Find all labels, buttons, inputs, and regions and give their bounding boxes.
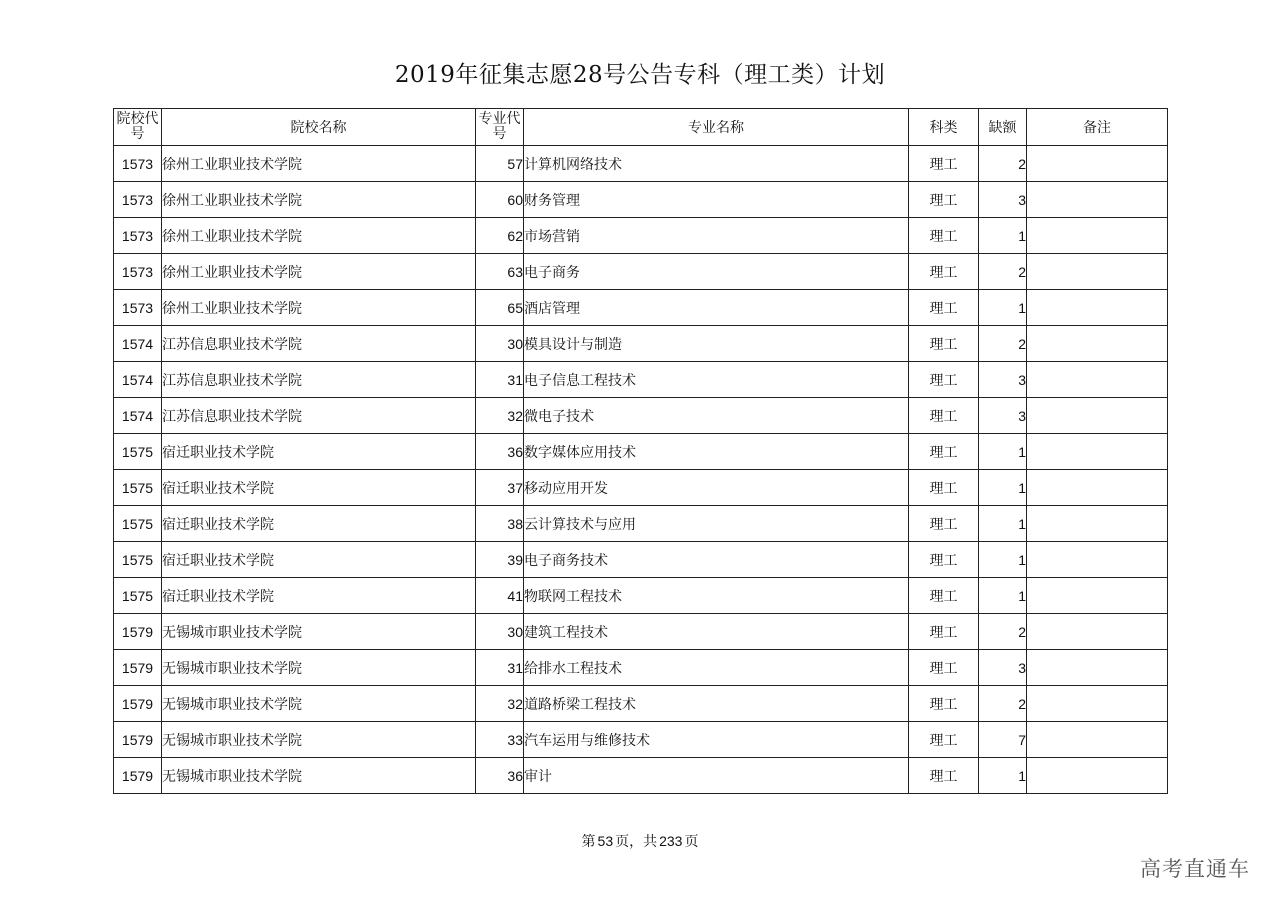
- cell-school-code: 1575: [114, 470, 162, 506]
- cell-school-name: 徐州工业职业技术学院: [162, 182, 476, 218]
- cell-quota: 1: [979, 434, 1027, 470]
- cell-major-code: 38: [476, 506, 524, 542]
- cell-major-name: 财务管理: [524, 182, 909, 218]
- table-row: [114, 326, 1168, 362]
- cell-school-code: 1573: [114, 146, 162, 182]
- cell-category: 理工: [909, 542, 979, 578]
- cell-major-code: 39: [476, 542, 524, 578]
- cell-note: [1027, 398, 1168, 434]
- footer-total-pages: 233: [659, 833, 683, 849]
- table-row: [114, 686, 1168, 722]
- cell-category: 理工: [909, 290, 979, 326]
- cell-category: 理工: [909, 362, 979, 398]
- cell-major-code: 30: [476, 614, 524, 650]
- cell-note: [1027, 470, 1168, 506]
- cell-category: 理工: [909, 758, 979, 794]
- cell-major-code: 33: [476, 722, 524, 758]
- table-row: [114, 578, 1168, 614]
- table-row: [114, 722, 1168, 758]
- header-school-name: 院校名称: [162, 109, 476, 146]
- cell-major-name: 道路桥梁工程技术: [524, 686, 909, 722]
- cell-quota: 3: [979, 398, 1027, 434]
- cell-school-name: 宿迁职业技术学院: [162, 506, 476, 542]
- cell-major-code: 30: [476, 326, 524, 362]
- table-row: [114, 650, 1168, 686]
- cell-major-code: 41: [476, 578, 524, 614]
- cell-major-name: 建筑工程技术: [524, 614, 909, 650]
- cell-school-name: 宿迁职业技术学院: [162, 434, 476, 470]
- cell-category: 理工: [909, 686, 979, 722]
- cell-school-name: 江苏信息职业技术学院: [162, 362, 476, 398]
- cell-major-code: 36: [476, 434, 524, 470]
- footer-prefix: 第: [581, 834, 596, 850]
- cell-major-name: 给排水工程技术: [524, 650, 909, 686]
- cell-note: [1027, 758, 1168, 794]
- cell-quota: 1: [979, 542, 1027, 578]
- cell-category: 理工: [909, 326, 979, 362]
- cell-major-name: 移动应用开发: [524, 470, 909, 506]
- cell-school-name: 宿迁职业技术学院: [162, 578, 476, 614]
- cell-category: 理工: [909, 614, 979, 650]
- cell-note: [1027, 686, 1168, 722]
- cell-major-name: 酒店管理: [524, 290, 909, 326]
- cell-school-code: 1573: [114, 290, 162, 326]
- cell-school-name: 徐州工业职业技术学院: [162, 218, 476, 254]
- cell-note: [1027, 146, 1168, 182]
- cell-category: 理工: [909, 182, 979, 218]
- header-note: 备注: [1027, 109, 1168, 146]
- cell-major-code: 65: [476, 290, 524, 326]
- cell-note: [1027, 722, 1168, 758]
- table-header-row: [114, 109, 1168, 146]
- cell-quota: 3: [979, 362, 1027, 398]
- cell-major-name: 计算机网络技术: [524, 146, 909, 182]
- footer-page-number: 53: [597, 833, 614, 849]
- table-row: [114, 254, 1168, 290]
- cell-note: [1027, 506, 1168, 542]
- cell-category: 理工: [909, 722, 979, 758]
- cell-school-name: 徐州工业职业技术学院: [162, 254, 476, 290]
- cell-quota: 3: [979, 650, 1027, 686]
- cell-major-code: 32: [476, 686, 524, 722]
- cell-quota: 3: [979, 182, 1027, 218]
- cell-quota: 2: [979, 146, 1027, 182]
- cell-school-name: 无锡城市职业技术学院: [162, 650, 476, 686]
- cell-quota: 2: [979, 326, 1027, 362]
- cell-quota: 7: [979, 722, 1027, 758]
- page-title: 2019年征集志愿28号公告专科（理工类）计划: [394, 62, 886, 88]
- cell-school-code: 1575: [114, 506, 162, 542]
- cell-school-code: 1579: [114, 758, 162, 794]
- table-row: [114, 470, 1168, 506]
- cell-note: [1027, 362, 1168, 398]
- cell-school-name: 宿迁职业技术学院: [162, 542, 476, 578]
- cell-major-name: 电子商务技术: [524, 542, 909, 578]
- header-quota: 缺额: [979, 109, 1027, 146]
- cell-school-code: 1575: [114, 542, 162, 578]
- table-row: [114, 542, 1168, 578]
- cell-school-name: 无锡城市职业技术学院: [162, 758, 476, 794]
- table-row: [114, 506, 1168, 542]
- cell-category: 理工: [909, 506, 979, 542]
- cell-major-name: 物联网工程技术: [524, 578, 909, 614]
- cell-major-code: 62: [476, 218, 524, 254]
- cell-school-code: 1574: [114, 398, 162, 434]
- cell-school-code: 1573: [114, 218, 162, 254]
- cell-quota: 2: [979, 686, 1027, 722]
- cell-major-name: 云计算技术与应用: [524, 506, 909, 542]
- cell-school-name: 徐州工业职业技术学院: [162, 146, 476, 182]
- cell-note: [1027, 254, 1168, 290]
- cell-major-code: 37: [476, 470, 524, 506]
- cell-quota: 1: [979, 758, 1027, 794]
- footer-suffix: 页: [684, 834, 699, 850]
- page-footer: [0, 831, 1280, 851]
- cell-school-code: 1575: [114, 578, 162, 614]
- header-major-code: 专业代号: [476, 109, 524, 146]
- cell-category: 理工: [909, 254, 979, 290]
- cell-major-code: 60: [476, 182, 524, 218]
- cell-school-name: 江苏信息职业技术学院: [162, 326, 476, 362]
- cell-school-name: 无锡城市职业技术学院: [162, 614, 476, 650]
- cell-school-name: 江苏信息职业技术学院: [162, 398, 476, 434]
- cell-major-code: 31: [476, 650, 524, 686]
- header-school-code: 院校代号: [114, 109, 162, 146]
- cell-category: 理工: [909, 434, 979, 470]
- cell-major-code: 31: [476, 362, 524, 398]
- cell-note: [1027, 578, 1168, 614]
- cell-major-name: 模具设计与制造: [524, 326, 909, 362]
- cell-category: 理工: [909, 578, 979, 614]
- header-major-name: 专业名称: [524, 109, 909, 146]
- cell-school-code: 1574: [114, 362, 162, 398]
- cell-major-name: 电子商务: [524, 254, 909, 290]
- cell-category: 理工: [909, 146, 979, 182]
- cell-category: 理工: [909, 398, 979, 434]
- cell-quota: 2: [979, 254, 1027, 290]
- cell-note: [1027, 650, 1168, 686]
- cell-major-name: 微电子技术: [524, 398, 909, 434]
- cell-category: 理工: [909, 650, 979, 686]
- cell-quota: 1: [979, 218, 1027, 254]
- cell-school-code: 1574: [114, 326, 162, 362]
- table-row: [114, 362, 1168, 398]
- table-row: [114, 434, 1168, 470]
- cell-school-code: 1579: [114, 650, 162, 686]
- cell-note: [1027, 326, 1168, 362]
- cell-category: 理工: [909, 470, 979, 506]
- cell-major-name: 数字媒体应用技术: [524, 434, 909, 470]
- watermark: 高考直通车: [1140, 857, 1250, 881]
- cell-major-name: 汽车运用与维修技术: [524, 722, 909, 758]
- cell-note: [1027, 218, 1168, 254]
- table-body: [114, 146, 1168, 794]
- table-row: [114, 290, 1168, 326]
- cell-school-code: 1579: [114, 686, 162, 722]
- table-row: [114, 182, 1168, 218]
- cell-major-name: 电子信息工程技术: [524, 362, 909, 398]
- cell-quota: 1: [979, 578, 1027, 614]
- cell-major-code: 32: [476, 398, 524, 434]
- cell-major-code: 63: [476, 254, 524, 290]
- cell-school-code: 1573: [114, 182, 162, 218]
- table-row: [114, 218, 1168, 254]
- cell-category: 理工: [909, 218, 979, 254]
- cell-quota: 1: [979, 290, 1027, 326]
- cell-school-code: 1579: [114, 722, 162, 758]
- cell-major-name: 市场营销: [524, 218, 909, 254]
- cell-school-code: 1579: [114, 614, 162, 650]
- cell-quota: 1: [979, 470, 1027, 506]
- table-row: [114, 758, 1168, 794]
- cell-school-name: 无锡城市职业技术学院: [162, 686, 476, 722]
- cell-major-code: 57: [476, 146, 524, 182]
- cell-school-name: 徐州工业职业技术学院: [162, 290, 476, 326]
- cell-note: [1027, 614, 1168, 650]
- table-row: [114, 146, 1168, 182]
- footer-middle: 页，共: [615, 834, 658, 850]
- cell-school-name: 宿迁职业技术学院: [162, 470, 476, 506]
- admission-plan-table: [113, 108, 1168, 794]
- cell-note: [1027, 542, 1168, 578]
- cell-major-code: 36: [476, 758, 524, 794]
- table-row: [114, 614, 1168, 650]
- cell-quota: 1: [979, 506, 1027, 542]
- table-row: [114, 398, 1168, 434]
- cell-note: [1027, 434, 1168, 470]
- cell-note: [1027, 290, 1168, 326]
- cell-quota: 2: [979, 614, 1027, 650]
- cell-school-code: 1575: [114, 434, 162, 470]
- cell-major-name: 审计: [524, 758, 909, 794]
- cell-note: [1027, 182, 1168, 218]
- header-category: 科类: [909, 109, 979, 146]
- cell-school-name: 无锡城市职业技术学院: [162, 722, 476, 758]
- cell-school-code: 1573: [114, 254, 162, 290]
